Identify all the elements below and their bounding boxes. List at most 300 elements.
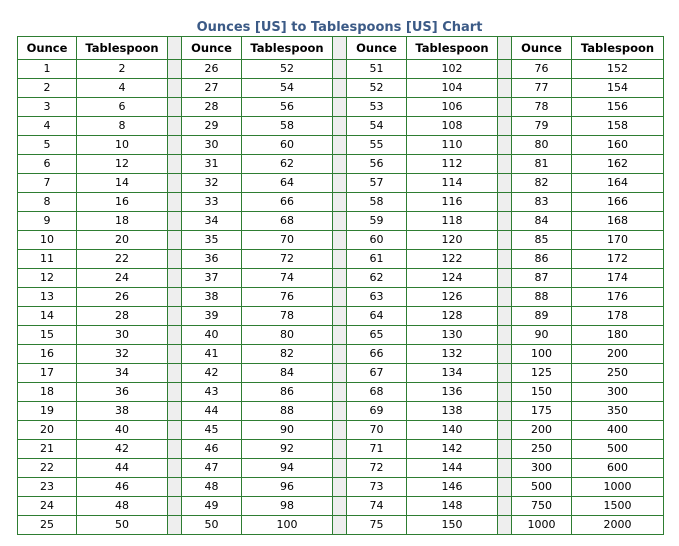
tablespoon-cell: 82: [242, 345, 333, 364]
ounce-cell: 54: [347, 117, 407, 136]
tablespoon-cell: 300: [572, 383, 664, 402]
tablespoon-cell: 80: [242, 326, 333, 345]
column-separator: [168, 174, 182, 193]
tablespoon-cell: 250: [572, 364, 664, 383]
tablespoon-cell: 84: [242, 364, 333, 383]
ounce-cell: 17: [18, 364, 77, 383]
tablespoon-cell: 130: [407, 326, 498, 345]
tablespoon-cell: 76: [242, 288, 333, 307]
tablespoon-cell: 74: [242, 269, 333, 288]
ounce-cell: 11: [18, 250, 77, 269]
tablespoon-cell: 166: [572, 193, 664, 212]
column-separator: [168, 117, 182, 136]
column-separator: [168, 37, 182, 60]
ounce-cell: 89: [512, 307, 572, 326]
tablespoon-cell: 36: [77, 383, 168, 402]
tablespoon-cell: 140: [407, 421, 498, 440]
ounce-cell: 14: [18, 307, 77, 326]
ounce-cell: 2: [18, 79, 77, 98]
column-separator: [333, 79, 347, 98]
ounce-cell: 8: [18, 193, 77, 212]
tablespoon-cell: 8: [77, 117, 168, 136]
column-separator: [333, 155, 347, 174]
column-separator: [333, 421, 347, 440]
tablespoon-cell: 46: [77, 478, 168, 497]
tablespoon-cell: 92: [242, 440, 333, 459]
column-separator: [333, 136, 347, 155]
tablespoon-cell: 118: [407, 212, 498, 231]
tablespoon-cell: 180: [572, 326, 664, 345]
tablespoon-cell: 142: [407, 440, 498, 459]
tablespoon-cell: 178: [572, 307, 664, 326]
column-separator: [498, 402, 512, 421]
tablespoon-cell: 134: [407, 364, 498, 383]
tablespoon-cell: 1500: [572, 497, 664, 516]
ounce-cell: 55: [347, 136, 407, 155]
ounce-cell: 10: [18, 231, 77, 250]
header-ounce: Ounce: [18, 37, 77, 60]
tablespoon-cell: 172: [572, 250, 664, 269]
ounce-cell: 53: [347, 98, 407, 117]
ounce-cell: 77: [512, 79, 572, 98]
ounce-cell: 67: [347, 364, 407, 383]
ounce-cell: 62: [347, 269, 407, 288]
tablespoon-cell: 62: [242, 155, 333, 174]
tablespoon-cell: 128: [407, 307, 498, 326]
tablespoon-cell: 150: [407, 516, 498, 535]
column-separator: [168, 364, 182, 383]
column-separator: [168, 516, 182, 535]
tablespoon-cell: 102: [407, 60, 498, 79]
table-row: [18, 155, 664, 174]
ounce-cell: 29: [182, 117, 242, 136]
ounce-cell: 85: [512, 231, 572, 250]
column-separator: [498, 440, 512, 459]
ounce-cell: 56: [347, 155, 407, 174]
column-separator: [333, 402, 347, 421]
ounce-cell: 500: [512, 478, 572, 497]
column-separator: [498, 117, 512, 136]
table-row: [18, 402, 664, 421]
table-row: [18, 497, 664, 516]
tablespoon-cell: 12: [77, 155, 168, 174]
tablespoon-cell: 200: [572, 345, 664, 364]
ounce-cell: 63: [347, 288, 407, 307]
table-row: [18, 364, 664, 383]
tablespoon-cell: 168: [572, 212, 664, 231]
ounce-cell: 82: [512, 174, 572, 193]
ounce-cell: 30: [182, 136, 242, 155]
ounce-cell: 80: [512, 136, 572, 155]
ounce-cell: 26: [182, 60, 242, 79]
ounce-cell: 31: [182, 155, 242, 174]
table-row: [18, 345, 664, 364]
table-row: [18, 193, 664, 212]
column-separator: [333, 60, 347, 79]
tablespoon-cell: 28: [77, 307, 168, 326]
column-separator: [333, 345, 347, 364]
column-separator: [498, 193, 512, 212]
tablespoon-cell: 152: [572, 60, 664, 79]
tablespoon-cell: 96: [242, 478, 333, 497]
column-separator: [498, 136, 512, 155]
ounce-cell: 87: [512, 269, 572, 288]
ounce-cell: 68: [347, 383, 407, 402]
column-separator: [498, 459, 512, 478]
tablespoon-cell: 2: [77, 60, 168, 79]
tablespoon-cell: 70: [242, 231, 333, 250]
tablespoon-cell: 126: [407, 288, 498, 307]
tablespoon-cell: 144: [407, 459, 498, 478]
ounce-cell: 81: [512, 155, 572, 174]
tablespoon-cell: 350: [572, 402, 664, 421]
column-separator: [333, 212, 347, 231]
ounce-cell: 90: [512, 326, 572, 345]
ounce-cell: 41: [182, 345, 242, 364]
column-separator: [168, 326, 182, 345]
column-separator: [498, 37, 512, 60]
table-row: [18, 478, 664, 497]
ounce-cell: 83: [512, 193, 572, 212]
ounce-cell: 150: [512, 383, 572, 402]
ounce-cell: 69: [347, 402, 407, 421]
tablespoon-cell: 114: [407, 174, 498, 193]
header-tablespoon: Tablespoon: [407, 37, 498, 60]
table-row: [18, 326, 664, 345]
column-separator: [168, 193, 182, 212]
ounce-cell: 50: [182, 516, 242, 535]
ounce-cell: 44: [182, 402, 242, 421]
table-row: [18, 288, 664, 307]
tablespoon-cell: 122: [407, 250, 498, 269]
column-separator: [333, 497, 347, 516]
tablespoon-cell: 146: [407, 478, 498, 497]
column-separator: [333, 516, 347, 535]
column-separator: [498, 269, 512, 288]
column-separator: [498, 250, 512, 269]
tablespoon-cell: 56: [242, 98, 333, 117]
table-body: [18, 60, 664, 535]
column-separator: [168, 459, 182, 478]
ounce-cell: 20: [18, 421, 77, 440]
tablespoon-cell: 16: [77, 193, 168, 212]
tablespoon-cell: 58: [242, 117, 333, 136]
tablespoon-cell: 66: [242, 193, 333, 212]
column-separator: [498, 212, 512, 231]
column-separator: [168, 250, 182, 269]
ounce-cell: 24: [18, 497, 77, 516]
column-separator: [498, 288, 512, 307]
column-separator: [333, 250, 347, 269]
ounce-cell: 42: [182, 364, 242, 383]
column-separator: [168, 307, 182, 326]
column-separator: [168, 136, 182, 155]
ounce-cell: 5: [18, 136, 77, 155]
ounce-cell: 3: [18, 98, 77, 117]
column-separator: [333, 478, 347, 497]
ounce-cell: 73: [347, 478, 407, 497]
column-separator: [333, 117, 347, 136]
ounce-cell: 64: [347, 307, 407, 326]
ounce-cell: 40: [182, 326, 242, 345]
tablespoon-cell: 500: [572, 440, 664, 459]
column-separator: [333, 307, 347, 326]
ounce-cell: 37: [182, 269, 242, 288]
tablespoon-cell: 104: [407, 79, 498, 98]
column-separator: [333, 231, 347, 250]
tablespoon-cell: 170: [572, 231, 664, 250]
ounce-cell: 52: [347, 79, 407, 98]
tablespoon-cell: 60: [242, 136, 333, 155]
ounce-cell: 18: [18, 383, 77, 402]
tablespoon-cell: 98: [242, 497, 333, 516]
column-separator: [498, 478, 512, 497]
column-separator: [168, 79, 182, 98]
tablespoon-cell: 54: [242, 79, 333, 98]
header-ounce: Ounce: [512, 37, 572, 60]
tablespoon-cell: 148: [407, 497, 498, 516]
ounce-cell: 250: [512, 440, 572, 459]
tablespoon-cell: 68: [242, 212, 333, 231]
column-separator: [168, 269, 182, 288]
ounce-cell: 38: [182, 288, 242, 307]
column-separator: [498, 155, 512, 174]
table-row: [18, 421, 664, 440]
tablespoon-cell: 42: [77, 440, 168, 459]
ounce-cell: 58: [347, 193, 407, 212]
header-tablespoon: Tablespoon: [242, 37, 333, 60]
column-separator: [333, 383, 347, 402]
tablespoon-cell: 156: [572, 98, 664, 117]
ounce-cell: 84: [512, 212, 572, 231]
column-separator: [498, 79, 512, 98]
tablespoon-cell: 22: [77, 250, 168, 269]
ounce-cell: 51: [347, 60, 407, 79]
tablespoon-cell: 176: [572, 288, 664, 307]
header-tablespoon: Tablespoon: [77, 37, 168, 60]
ounce-cell: 23: [18, 478, 77, 497]
ounce-cell: 35: [182, 231, 242, 250]
tablespoon-cell: 600: [572, 459, 664, 478]
table-row: [18, 307, 664, 326]
column-separator: [333, 288, 347, 307]
ounce-cell: 34: [182, 212, 242, 231]
ounce-cell: 12: [18, 269, 77, 288]
ounce-cell: 45: [182, 421, 242, 440]
column-separator: [498, 231, 512, 250]
table-row: [18, 136, 664, 155]
ounce-cell: 100: [512, 345, 572, 364]
tablespoon-cell: 6: [77, 98, 168, 117]
ounce-cell: 49: [182, 497, 242, 516]
tablespoon-cell: 30: [77, 326, 168, 345]
ounce-cell: 57: [347, 174, 407, 193]
tablespoon-cell: 24: [77, 269, 168, 288]
ounce-cell: 78: [512, 98, 572, 117]
ounce-cell: 15: [18, 326, 77, 345]
tablespoon-cell: 48: [77, 497, 168, 516]
column-separator: [168, 383, 182, 402]
ounce-cell: 22: [18, 459, 77, 478]
column-separator: [168, 478, 182, 497]
column-separator: [168, 345, 182, 364]
ounce-cell: 47: [182, 459, 242, 478]
table-row: [18, 383, 664, 402]
ounce-cell: 7: [18, 174, 77, 193]
ounce-cell: 39: [182, 307, 242, 326]
ounce-cell: 200: [512, 421, 572, 440]
column-separator: [168, 288, 182, 307]
tablespoon-cell: 40: [77, 421, 168, 440]
tablespoon-cell: 110: [407, 136, 498, 155]
tablespoon-cell: 78: [242, 307, 333, 326]
ounce-cell: 300: [512, 459, 572, 478]
tablespoon-cell: 34: [77, 364, 168, 383]
ounce-cell: 750: [512, 497, 572, 516]
tablespoon-cell: 90: [242, 421, 333, 440]
column-separator: [333, 364, 347, 383]
table-row: [18, 98, 664, 117]
tablespoon-cell: 106: [407, 98, 498, 117]
column-separator: [333, 326, 347, 345]
ounce-cell: 75: [347, 516, 407, 535]
column-separator: [333, 193, 347, 212]
tablespoon-cell: 174: [572, 269, 664, 288]
ounce-cell: 6: [18, 155, 77, 174]
tablespoon-cell: 26: [77, 288, 168, 307]
tablespoon-cell: 64: [242, 174, 333, 193]
column-separator: [498, 307, 512, 326]
column-separator: [498, 174, 512, 193]
column-separator: [333, 269, 347, 288]
ounce-cell: 13: [18, 288, 77, 307]
column-separator: [168, 98, 182, 117]
column-separator: [333, 459, 347, 478]
ounce-cell: 21: [18, 440, 77, 459]
tablespoon-cell: 112: [407, 155, 498, 174]
column-separator: [333, 174, 347, 193]
ounce-cell: 9: [18, 212, 77, 231]
column-separator: [498, 421, 512, 440]
tablespoon-cell: 2000: [572, 516, 664, 535]
tablespoon-cell: 44: [77, 459, 168, 478]
tablespoon-cell: 400: [572, 421, 664, 440]
column-separator: [498, 98, 512, 117]
column-separator: [498, 364, 512, 383]
table-header-row: [18, 37, 664, 60]
ounce-cell: 32: [182, 174, 242, 193]
tablespoon-cell: 160: [572, 136, 664, 155]
ounce-cell: 16: [18, 345, 77, 364]
ounce-cell: 25: [18, 516, 77, 535]
tablespoon-cell: 32: [77, 345, 168, 364]
tablespoon-cell: 4: [77, 79, 168, 98]
ounce-cell: 28: [182, 98, 242, 117]
column-separator: [168, 421, 182, 440]
column-separator: [333, 98, 347, 117]
tablespoon-cell: 138: [407, 402, 498, 421]
tablespoon-cell: 164: [572, 174, 664, 193]
tablespoon-cell: 154: [572, 79, 664, 98]
header-ounce: Ounce: [347, 37, 407, 60]
ounce-cell: 76: [512, 60, 572, 79]
ounce-cell: 1000: [512, 516, 572, 535]
column-separator: [168, 231, 182, 250]
column-separator: [168, 402, 182, 421]
ounce-cell: 60: [347, 231, 407, 250]
conversion-table: [17, 36, 664, 535]
column-separator: [498, 326, 512, 345]
table-row: [18, 60, 664, 79]
column-separator: [168, 60, 182, 79]
tablespoon-cell: 14: [77, 174, 168, 193]
chart-title: Ounces [US] to Tablespoons [US] Chart: [196, 20, 483, 35]
ounce-cell: 88: [512, 288, 572, 307]
tablespoon-cell: 124: [407, 269, 498, 288]
tablespoon-cell: 120: [407, 231, 498, 250]
table-row: [18, 212, 664, 231]
column-separator: [333, 37, 347, 60]
ounce-cell: 86: [512, 250, 572, 269]
ounce-cell: 19: [18, 402, 77, 421]
table-row: [18, 440, 664, 459]
tablespoon-cell: 132: [407, 345, 498, 364]
column-separator: [333, 440, 347, 459]
ounce-cell: 4: [18, 117, 77, 136]
tablespoon-cell: 72: [242, 250, 333, 269]
column-separator: [498, 345, 512, 364]
ounce-cell: 74: [347, 497, 407, 516]
tablespoon-cell: 100: [242, 516, 333, 535]
tablespoon-cell: 136: [407, 383, 498, 402]
column-separator: [168, 497, 182, 516]
ounce-cell: 72: [347, 459, 407, 478]
column-separator: [498, 60, 512, 79]
ounce-cell: 70: [347, 421, 407, 440]
ounce-cell: 46: [182, 440, 242, 459]
column-separator: [168, 155, 182, 174]
tablespoon-cell: 20: [77, 231, 168, 250]
column-separator: [168, 440, 182, 459]
column-separator: [498, 383, 512, 402]
ounce-cell: 71: [347, 440, 407, 459]
table-row: [18, 174, 664, 193]
table-row: [18, 79, 664, 98]
table-row: [18, 250, 664, 269]
tablespoon-cell: 18: [77, 212, 168, 231]
ounce-cell: 66: [347, 345, 407, 364]
tablespoon-cell: 50: [77, 516, 168, 535]
table-row: [18, 231, 664, 250]
tablespoon-cell: 86: [242, 383, 333, 402]
column-separator: [498, 516, 512, 535]
tablespoon-cell: 52: [242, 60, 333, 79]
table-row: [18, 516, 664, 535]
tablespoon-cell: 94: [242, 459, 333, 478]
tablespoon-cell: 88: [242, 402, 333, 421]
ounce-cell: 175: [512, 402, 572, 421]
ounce-cell: 27: [182, 79, 242, 98]
table-row: [18, 269, 664, 288]
header-ounce: Ounce: [182, 37, 242, 60]
header-tablespoon: Tablespoon: [572, 37, 664, 60]
table-row: [18, 117, 664, 136]
ounce-cell: 125: [512, 364, 572, 383]
tablespoon-cell: 162: [572, 155, 664, 174]
tablespoon-cell: 1000: [572, 478, 664, 497]
tablespoon-cell: 116: [407, 193, 498, 212]
ounce-cell: 61: [347, 250, 407, 269]
